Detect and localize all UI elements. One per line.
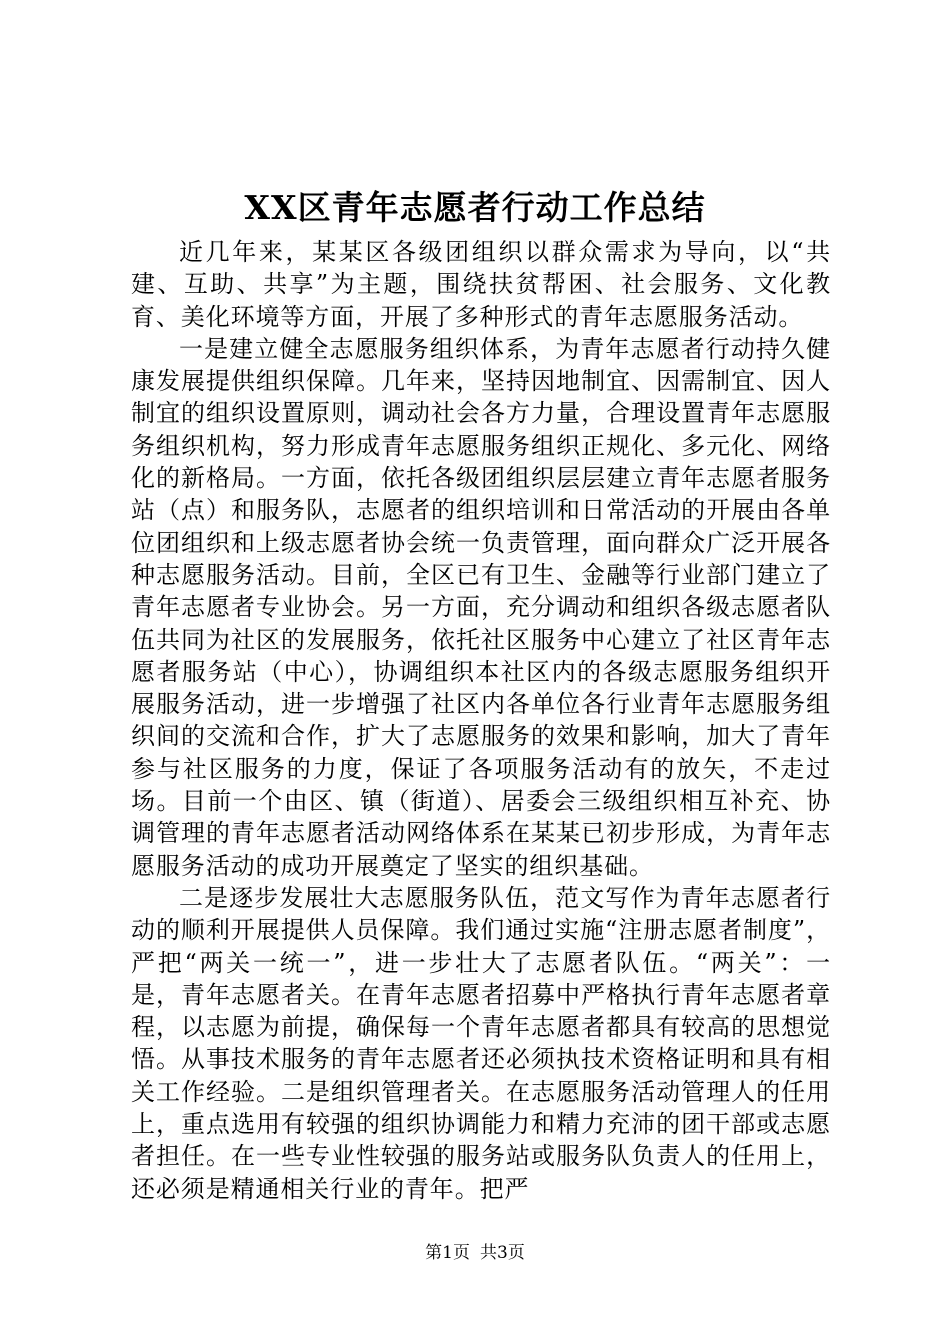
- paragraph-intro: 近几年来，某某区各级团组织以群众需求为导向，以“共建、互助、共享”为主题，围绕扶贫帮困、社会服务、文化教育、美化环境等方面，开展了多种形式的青年志愿服务活动。: [131, 238, 831, 331]
- page-total: 共3页: [480, 1243, 525, 1263]
- page-footer: [0, 1241, 950, 1265]
- paragraph-volunteer-team: 二是逐步发展壮大志愿服务队伍，范文写作为青年志愿者行动的顺利开展提供人员保障。我们通过实施“注册志愿者制度”，严把“两关一统一”，进一步壮大了志愿者队伍。“两关”：一是，青年志愿者关。在青年志愿者招募中严格执行青年志愿者章程，以志愿为前提，确保每一个青年志愿者都具有较高的思想觉悟。从事技术服务的青年志愿者还必须执技术资格证明和具有相关工作经验。二是组织管理者关。在志愿服务活动管理人的任用上，重点选用有较强的组织协调能力和精力充沛的团干部或志愿者担任。在一些专业性较强的服务站或服务队负责人的任用上，还必须是精通相关行业的青年。把严: [131, 883, 831, 1203]
- page-number: 第1页: [425, 1243, 470, 1263]
- paragraph-organization-system: 一是建立健全志愿服务组织体系，为青年志愿者行动持久健康发展提供组织保障。几年来，坚持因地制宜、因需制宜、因人制宜的组织设置原则，调动社会各方力量，合理设置青年志愿服务组织机构，努力形成青年志愿服务组织正规化、多元化、网络化的新格局。一方面，依托各级团组织层层建立青年志愿者服务站（点）和服务队，志愿者的组织培训和日常活动的开展由各单位团组织和上级志愿者协会统一负责管理，面向群众广泛开展各种志愿服务活动。目前，全区已有卫生、金融等行业部门建立了青年志愿者专业协会。另一方面，充分调动和组织各级志愿者队伍共同为社区的发展服务，依托社区服务中心建立了社区青年志愿者服务站（中心），协调组织本社区内的各级志愿服务组织开展服务活动，进一步增强了社区内各单位各行业青年志愿服务组织间的交流和合作，扩大了志愿服务的效果和影响，加大了青年参与社区服务的力度，保证了各项服务活动有的放矢，不走过场。目前一个由区、镇（街道）、居委会三级组织相互补充、协调管理的青年志愿者活动网络体系在某某已初步形成，为青年志愿服务活动的成功开展奠定了坚实的组织基础。: [131, 334, 831, 880]
- document-body: [131, 236, 831, 1205]
- document-title: XX区青年志愿者行动工作总结: [244, 188, 706, 227]
